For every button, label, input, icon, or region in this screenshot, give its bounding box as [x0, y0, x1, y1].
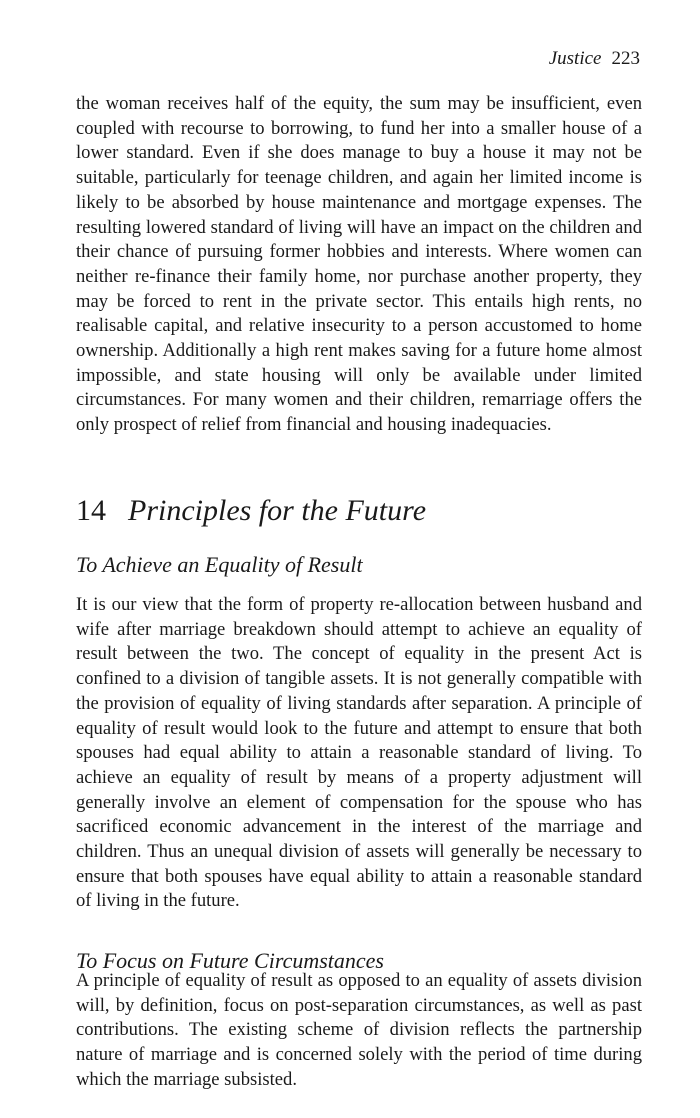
paragraph-continued: the woman receives half of the equity, the sum may be insufficient, even coupled with recourse to borrowing, to fund her into a smaller house of a lower standard. Even if she does manage to buy a house it may not be suitable, particularly for teenage children, and again her limited income is likely to be absorbed by house maintenance and mortgage expenses. The resulting lowered standard of living will have an impact on the children and their chance of pursuing former hobbies and interests. Where women can neither re-finance their family home, nor purchase another property, they may be forced to rent in the private sector. This entails high rents, no realisable capital, and relative insecurity to a person accustomed to home ownership. Additionally a high rent makes saving for a future home almost impossible, and state housing will only be available under limited circumstances. For many women and their children, remarriage offers the only prospect of relief from financial and housing inadequacies. [76, 93, 642, 436]
running-head-title: Justice [548, 48, 602, 69]
paragraph-equality-of-result: It is our view that the form of property re-allocation between husband and wife after marriage breakdown should attempt to achieve an equality of result between the two. The concept of equality in the present Act is confined to a division of tangible assets. It is not generally compatible with the provision of equality of living standards after separation. A principle of equality of result would look to the future and attempt to ensure that both spouses had equal ability to attain a reasonable standard of living. To achieve an equality of result by means of a property adjustment will generally involve an element of compensation for the spouse who has sacrificed economic advancement in the interest of the marriage and children. Thus an unequal division of assets will generally be necessary to ensure that both spouses have equal ability to attain a reasonable standard of living in the future. [76, 594, 642, 912]
chapter-number: 14 [76, 494, 106, 527]
page-number: 223 [611, 48, 640, 69]
section-heading-equality-of-result: To Achieve an Equality of Result [76, 552, 363, 577]
paragraph-future-circumstances: A principle of equality of result as opposed to an equality of assets division will, by definition, focus on post-separation circumstances, as well as past contributions. The existing scheme of division reflects the partnership nature of marriage and is concerned solely with the period of time during which the marriage subsisted. [76, 970, 642, 1090]
running-head [549, 48, 640, 70]
section-heading-future-circumstances: To Focus on Future Circumstances [76, 948, 384, 973]
chapter-heading [76, 493, 656, 529]
chapter-title: Principles for the Future [128, 494, 427, 527]
